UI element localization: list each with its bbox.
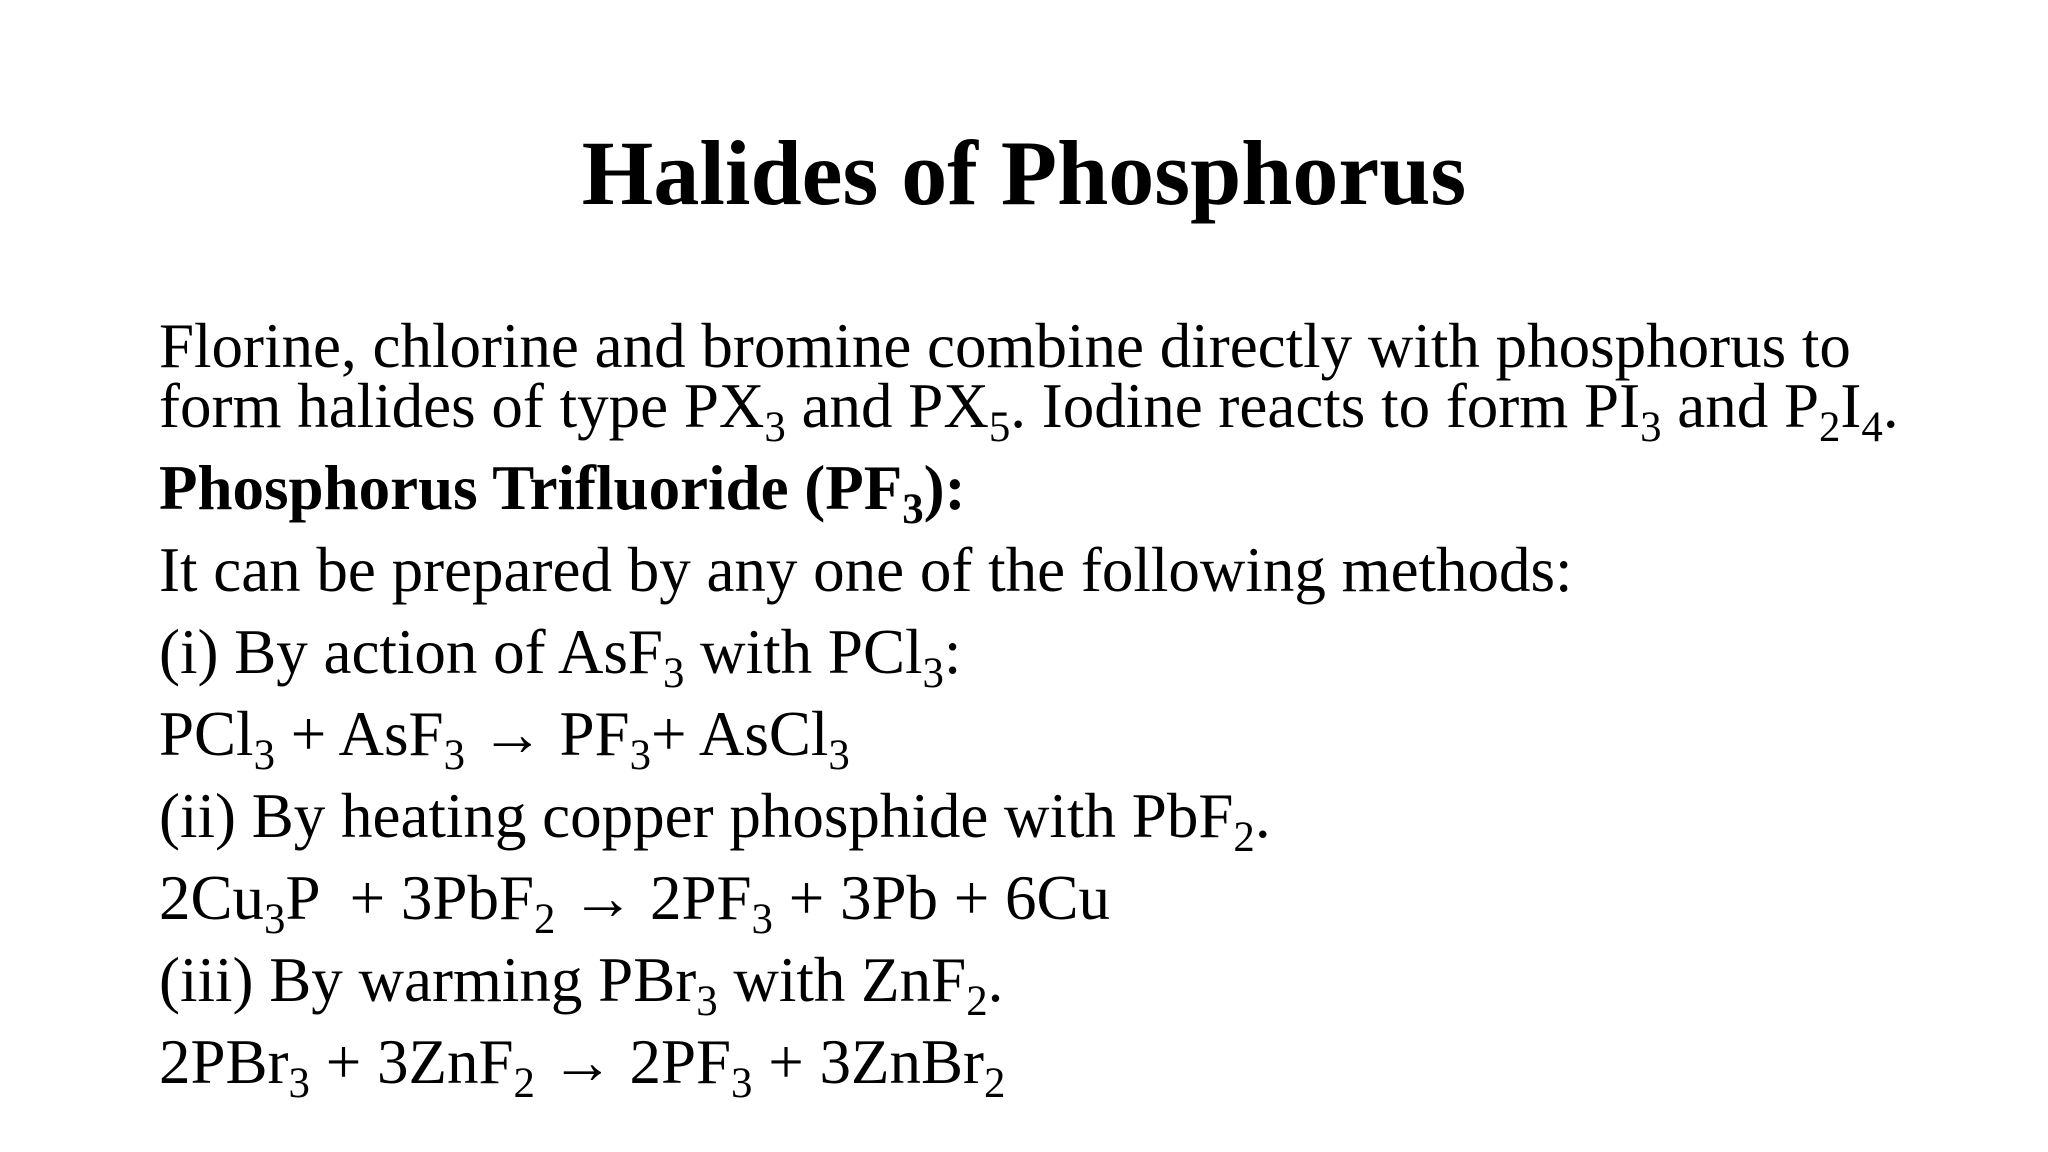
- subscript: 2: [1233, 813, 1255, 861]
- equation-1-text-c: → PF: [465, 699, 630, 769]
- slide-title: Halides of Phosphorus: [581, 122, 1467, 224]
- subscript: 2: [966, 977, 988, 1025]
- equation-3: [159, 1027, 2019, 1107]
- equation-1: [159, 699, 2019, 779]
- equation-1-text-d: + AsCl: [651, 699, 829, 769]
- equation-2-text-a: 2Cu: [159, 863, 265, 933]
- subscript: 4: [1861, 403, 1883, 451]
- subscript: 3: [902, 485, 924, 533]
- intro-text-2f: .: [1882, 371, 1899, 441]
- method-1-text-b: with PCl: [684, 617, 923, 687]
- equation-2-text-d: + 3Pb + 6Cu: [772, 863, 1111, 933]
- subscript: 3: [629, 731, 652, 779]
- method-2-text-a: (ii) By heating copper phosphide with PbF: [159, 781, 1234, 851]
- heading-text-a: Phosphorus Trifluoride (PF: [159, 453, 903, 523]
- subscript: 3: [731, 1059, 753, 1107]
- method-3-text-c: .: [987, 945, 1004, 1015]
- equation-1-text-a: PCl: [159, 699, 254, 769]
- subscript: 3: [662, 649, 685, 697]
- methods-intro: [159, 535, 2019, 605]
- subscript: 5: [988, 403, 1011, 451]
- subscript: 3: [443, 731, 466, 779]
- equation-2-text-b: P + 3PbF: [285, 863, 535, 933]
- subscript: 3: [751, 895, 773, 943]
- subscript: 3: [922, 649, 944, 697]
- heading-text-b: ):: [923, 453, 966, 523]
- equation-3-text-b: + 3ZnF: [309, 1027, 514, 1097]
- intro-line-1: [159, 311, 2019, 381]
- method-1-text-a: (i) By action of AsF: [159, 617, 663, 687]
- equation-3-text-c: → 2PF: [534, 1027, 732, 1097]
- subscript: 2: [513, 1059, 535, 1107]
- equation-3-text-a: 2PBr: [159, 1027, 289, 1097]
- intro-text-2a: form halides of type PX: [159, 371, 765, 441]
- method-3-text-a: (iii) By warming PBr: [159, 945, 697, 1015]
- intro-line-2: [159, 371, 2019, 451]
- subscript: 3: [288, 1059, 310, 1107]
- method-3-text-b: with ZnF: [717, 945, 967, 1015]
- method-1: [159, 617, 2019, 697]
- section-heading: [159, 453, 2019, 533]
- method-2: [159, 781, 2019, 861]
- method-3: [159, 945, 2019, 1025]
- subscript: 2: [534, 895, 556, 943]
- subscript: 3: [764, 403, 786, 451]
- equation-2: [159, 863, 2019, 943]
- subscript: 2: [983, 1059, 1006, 1107]
- slide-body: [159, 311, 2019, 1107]
- subscript: 3: [828, 731, 850, 779]
- intro-text-2c: . Iodine reacts to form PI: [1010, 371, 1641, 441]
- intro-text-2b: and PX: [785, 371, 989, 441]
- method-2-text-b: .: [1254, 781, 1271, 851]
- subscript: 3: [1640, 403, 1662, 451]
- subscript: 3: [264, 895, 286, 943]
- equation-2-text-c: → 2PF: [555, 863, 752, 933]
- intro-text-2e: I: [1840, 371, 1862, 441]
- method-1-text-c: :: [943, 617, 962, 687]
- methods-intro-text: It can be prepared by any one of the following methods:: [159, 535, 1573, 605]
- subscript: 2: [1818, 403, 1841, 451]
- subscript: 3: [253, 731, 275, 779]
- intro-text-2d: and P: [1661, 371, 1819, 441]
- equation-1-text-b: + AsF: [274, 699, 444, 769]
- intro-text-1: Florine, chlorine and bromine combine directly with phosphorus to: [159, 311, 1851, 381]
- equation-3-text-d: + 3ZnBr: [752, 1027, 984, 1097]
- subscript: 3: [696, 977, 718, 1025]
